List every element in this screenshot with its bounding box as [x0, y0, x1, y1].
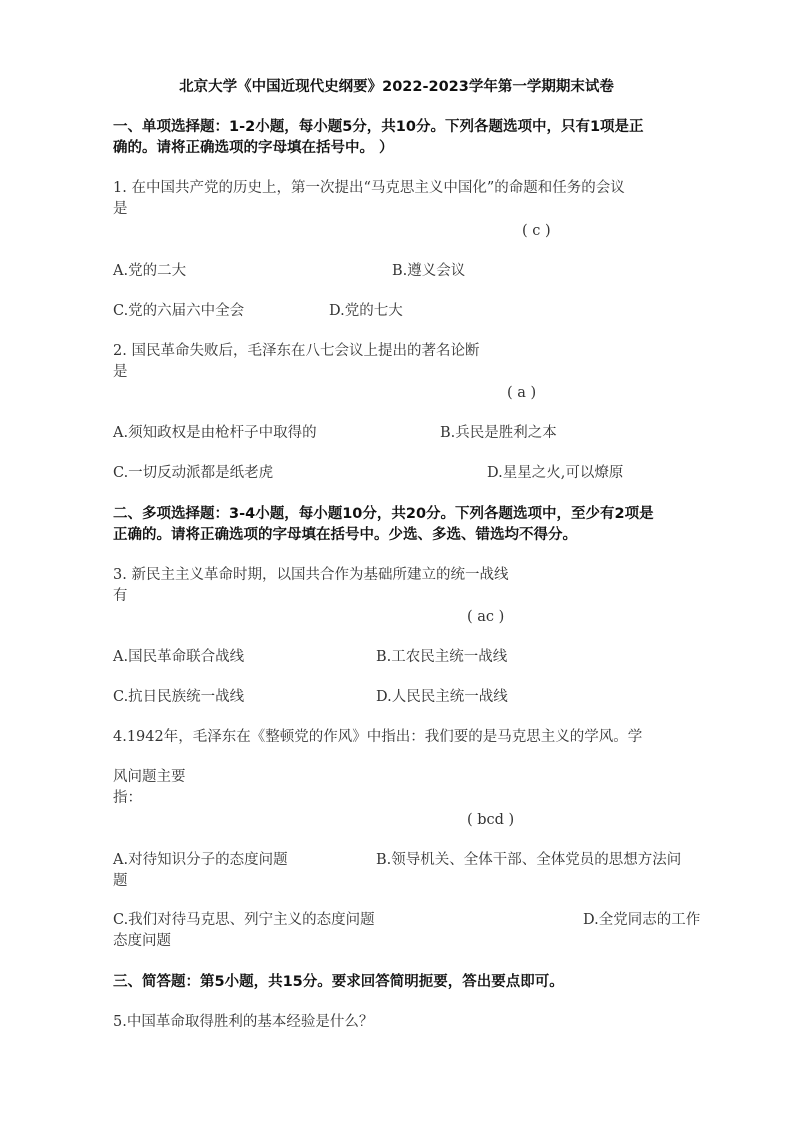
q3-text: 3. 新民主主义革命时期，以国共合作为基础所建立的统一战线: [113, 567, 509, 583]
q4-option-d-cont: 态度问题: [113, 933, 171, 949]
q4-text-cont2: 指：: [113, 790, 142, 806]
q3-text-cont: 有: [113, 588, 128, 604]
section1-heading: 一、单项选择题：1-2小题，每小题5分，共10分。下列各题选项中，只有1项是正: [113, 119, 644, 135]
q4-text-cont: 风问题主要: [113, 769, 186, 785]
q2-answer: ( a ): [507, 385, 537, 401]
q3-option-a: A.国民革命联合战线: [113, 649, 245, 665]
q3-answer: ( ac ): [467, 609, 505, 625]
q4-option-b-cont: 题: [113, 873, 128, 889]
q4-answer: ( bcd ): [467, 812, 515, 828]
q3-option-d: D.人民民主统一战线: [376, 689, 508, 705]
q1-option-c: C.党的六届六中全会: [113, 303, 245, 319]
q2-text: 2. 国民革命失败后，毛泽东在八七会议上提出的著名论断: [113, 343, 480, 359]
q2-text-cont: 是: [113, 364, 128, 380]
q2-option-b: B.兵民是胜利之本: [440, 425, 557, 441]
section2-heading-cont: 正确的。请将正确选项的字母填在括号中。少选、多选、错选均不得分。: [113, 527, 577, 543]
section1-heading-cont: 确的。请将正确选项的字母填在括号中。 ）: [113, 140, 394, 156]
q4-text: 4.1942年，毛泽东在《整顿党的作风》中指出：我们要的是马克思主义的学风。学: [113, 729, 643, 745]
q3-option-b: B.工农民主统一战线: [376, 649, 508, 665]
section2-heading: 二、多项选择题：3-4小题，每小题10分，共20分。下列各题选项中，至少有2项是: [113, 506, 654, 522]
q2-option-d: D.星星之火,可以燎原: [487, 465, 624, 481]
q3-option-c: C.抗日民族统一战线: [113, 689, 245, 705]
q1-text: 1. 在中国共产党的历史上，第一次提出“马克思主义中国化”的命题和任务的会议: [113, 180, 625, 196]
q1-option-d: D.党的七大: [329, 303, 403, 319]
q4-option-b: B.领导机关、全体干部、全体党员的思想方法问: [376, 852, 682, 868]
q1-answer: ( c ): [522, 223, 551, 239]
q2-option-c: C.一切反动派都是纸老虎: [113, 465, 274, 481]
q5-text: 5.中国革命取得胜利的基本经验是什么？: [113, 1014, 374, 1030]
q4-option-d: D.全党同志的工作: [583, 912, 701, 928]
q1-option-a: A.党的二大: [113, 263, 187, 279]
q1-text-cont: 是: [113, 201, 128, 217]
q2-option-a: A.须知政权是由枪杆子中取得的: [113, 425, 317, 441]
q4-option-c: C.我们对待马克思、列宁主义的态度问题: [113, 912, 375, 928]
section3-heading: 三、简答题：第5小题，共15分。要求回答简明扼要，答出要点即可。: [113, 974, 564, 990]
q1-option-b: B.遵义会议: [392, 263, 466, 279]
page-title: 北京大学《中国近现代史纲要》2022-2023学年第一学期期末试卷: [179, 79, 614, 95]
q4-option-a: A.对待知识分子的态度问题: [113, 852, 288, 868]
